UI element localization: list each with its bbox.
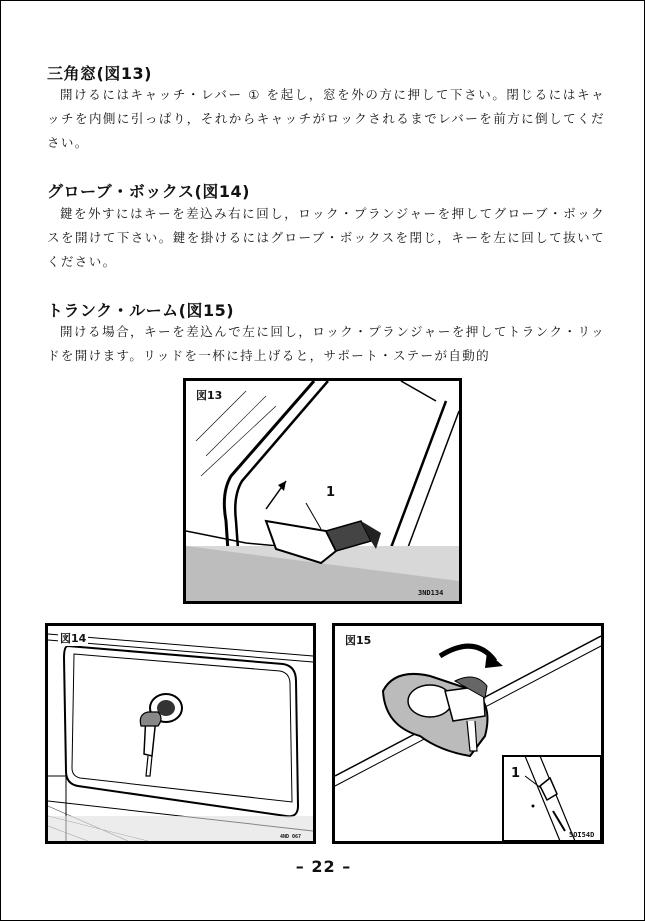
figure-14-code: 4ND 067: [280, 834, 302, 840]
section-heading-vent-window: 三角窓(図13): [47, 64, 152, 83]
figure-13: [183, 378, 462, 604]
vent-window-illustration: [186, 381, 459, 601]
figure-15: [332, 623, 604, 844]
figure-15-callout-1: 1: [511, 766, 521, 781]
figure-13-code: 3ND134: [418, 589, 444, 597]
glove-box-illustration: [48, 626, 313, 841]
figure-13-callout-1: 1: [326, 485, 336, 500]
figure-15-label: 図15: [345, 634, 372, 647]
section-body-glove-box: 鍵を外すにはキーを差込み右に回し，ロック・プランジャーを押してグローブ・ボックスを開けて下さい。鍵を掛けるにはグローブ・ボックスを閉じ，キーを左に回して抜いてください。: [47, 206, 605, 269]
section-heading-trunk: トランク・ルーム(図15): [47, 301, 235, 320]
figure-13-label: 図13: [196, 389, 223, 402]
figure-14-label: 図14: [60, 632, 87, 645]
page-number: – 22 –: [295, 857, 352, 876]
section-body-vent-window: 開けるにはキャッチ・レバー ① を起し，窓を外の方に押して下さい。閉じるにはキャッチを内側に引っぱり，それからキャッチがロックされるまでレバーを前方に倒してください。: [47, 87, 605, 150]
section-body-trunk: 開ける場合，キーを差込んで左に回し，ロック・プランジャーを押してトランク・リッドを開けます。リッドを一杯に持上げると，サポート・ステーが自動的: [47, 324, 605, 363]
figure-15-code: 5OI54D: [569, 831, 595, 839]
trunk-lock-illustration: [335, 626, 601, 841]
figure-14: [45, 623, 316, 844]
section-heading-glove-box: グローブ・ボックス(図14): [47, 182, 250, 201]
